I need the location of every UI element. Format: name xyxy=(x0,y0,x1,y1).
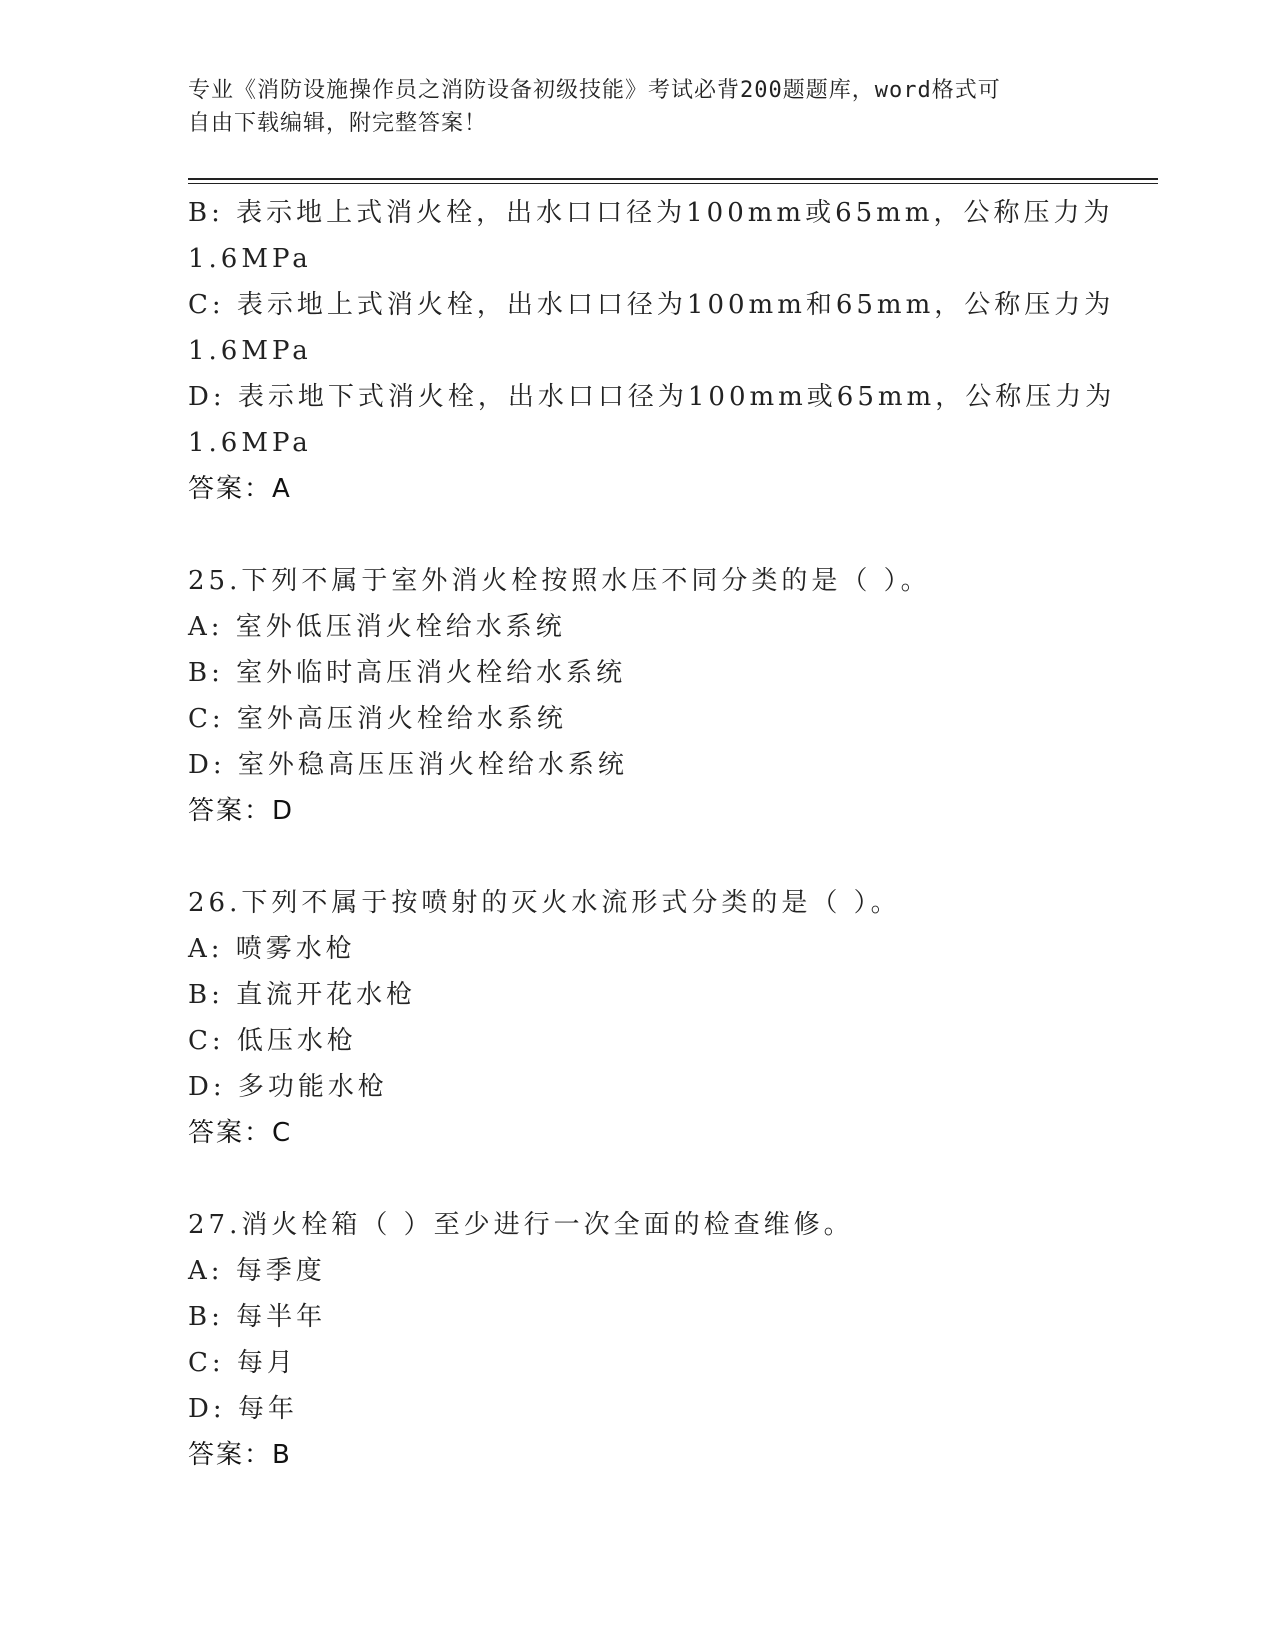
option-c: C: 低压水枪 xyxy=(188,1026,357,1056)
header-divider-thick xyxy=(188,178,1158,180)
answer-line: 答案：C xyxy=(188,1118,293,1148)
option-d: D: 室外稳高压压消火栓给水系统 xyxy=(188,750,628,780)
question-content xyxy=(188,190,1158,1478)
spacer xyxy=(188,512,1158,558)
option-b: B: 每半年 xyxy=(188,1302,327,1332)
option-d-line-2: 1.6MPa xyxy=(188,428,312,458)
option-a: A: 每季度 xyxy=(188,1256,326,1286)
question-27 xyxy=(188,1202,1158,1478)
spacer xyxy=(188,1156,1158,1202)
question-26 xyxy=(188,880,1158,1156)
option-c-line-2: 1.6MPa xyxy=(188,336,312,366)
answer-line: 答案：D xyxy=(188,796,295,826)
option-b: B: 室外临时高压消火栓给水系统 xyxy=(188,658,627,688)
header-divider-thin xyxy=(188,183,1158,184)
prev-question xyxy=(188,190,1158,512)
option-b-line-1: B: 表示地上式消火栓，出水口口径为100mm或65mm，公称压力为 xyxy=(188,198,1114,228)
option-c: C: 每月 xyxy=(188,1348,297,1378)
question-25 xyxy=(188,558,1158,834)
option-a: A: 室外低压消火栓给水系统 xyxy=(188,612,566,642)
option-a: A: 喷雾水枪 xyxy=(188,934,356,964)
header-line-1: 专业《消防设施操作员之消防设备初级技能》考试必背200题题库，word格式可 xyxy=(188,78,1001,103)
document-header xyxy=(188,74,1088,140)
question-stem: 26.下列不属于按喷射的灭火水流形式分类的是（ ）。 xyxy=(188,888,901,918)
spacer xyxy=(188,834,1158,880)
answer-line: 答案：A xyxy=(188,474,292,504)
option-d: D: 多功能水枪 xyxy=(188,1072,388,1102)
option-d: D: 每年 xyxy=(188,1394,298,1424)
question-stem: 27.消火栓箱（ ）至少进行一次全面的检查维修。 xyxy=(188,1210,854,1240)
option-b-line-2: 1.6MPa xyxy=(188,244,312,274)
question-stem: 25.下列不属于室外消火栓按照水压不同分类的是（ ）。 xyxy=(188,566,931,596)
option-b: B: 直流开花水枪 xyxy=(188,980,417,1010)
answer-line: 答案：B xyxy=(188,1440,292,1470)
header-line-2: 自由下载编辑，附完整答案！ xyxy=(188,111,488,136)
option-d-line-1: D: 表示地下式消火栓，出水口口径为100mm或65mm，公称压力为 xyxy=(188,382,1116,412)
option-c: C: 室外高压消火栓给水系统 xyxy=(188,704,567,734)
option-c-line-1: C: 表示地上式消火栓，出水口口径为100mm和65mm，公称压力为 xyxy=(188,290,1115,320)
